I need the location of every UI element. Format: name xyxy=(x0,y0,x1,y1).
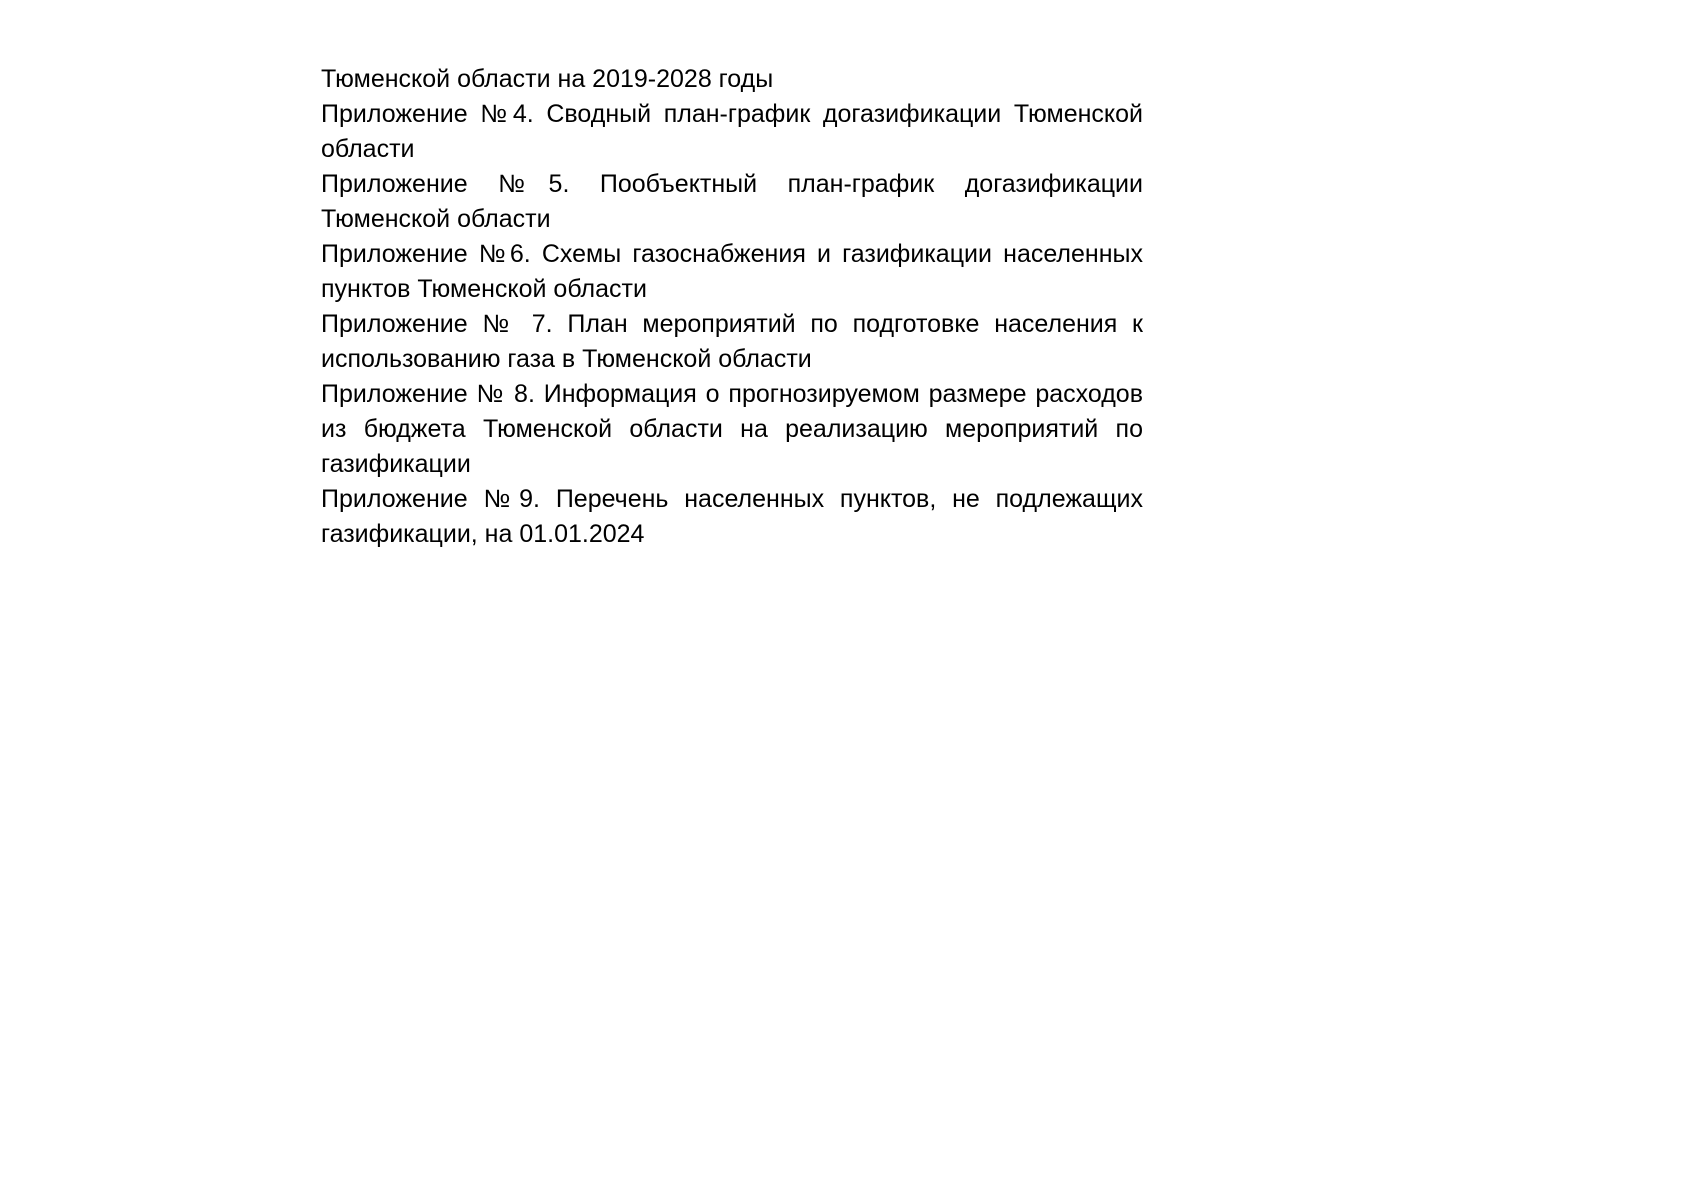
paragraph-program-title-continuation: Тюменской области на 2019-2028 годы xyxy=(321,65,774,93)
paragraph-appendix-5: Приложение №5. Пообъектный план-график догазификации Тюменской области xyxy=(321,170,1143,233)
paragraph-appendix-8: Приложение № 8. Информация о прогнозируемом размере расходов из бюджета Тюменской области на реализацию мероприятий по газификации xyxy=(321,380,1143,478)
paragraph-appendix-6: Приложение №6. Схемы газоснабжения и газификации населенных пунктов Тюменской области xyxy=(321,240,1143,303)
paragraph-appendix-7: Приложение № 7. План мероприятий по подготовке населения к использованию газа в Тюменской области xyxy=(321,310,1143,373)
paragraph-appendix-9: Приложение №9. Перечень населенных пунктов, не подлежащих газификации, на 01.01.2024 xyxy=(321,485,1143,548)
paragraph-appendix-4: Приложение №4. Сводный план-график догазификации Тюменской области xyxy=(321,100,1143,163)
appendix-list xyxy=(321,62,1143,552)
